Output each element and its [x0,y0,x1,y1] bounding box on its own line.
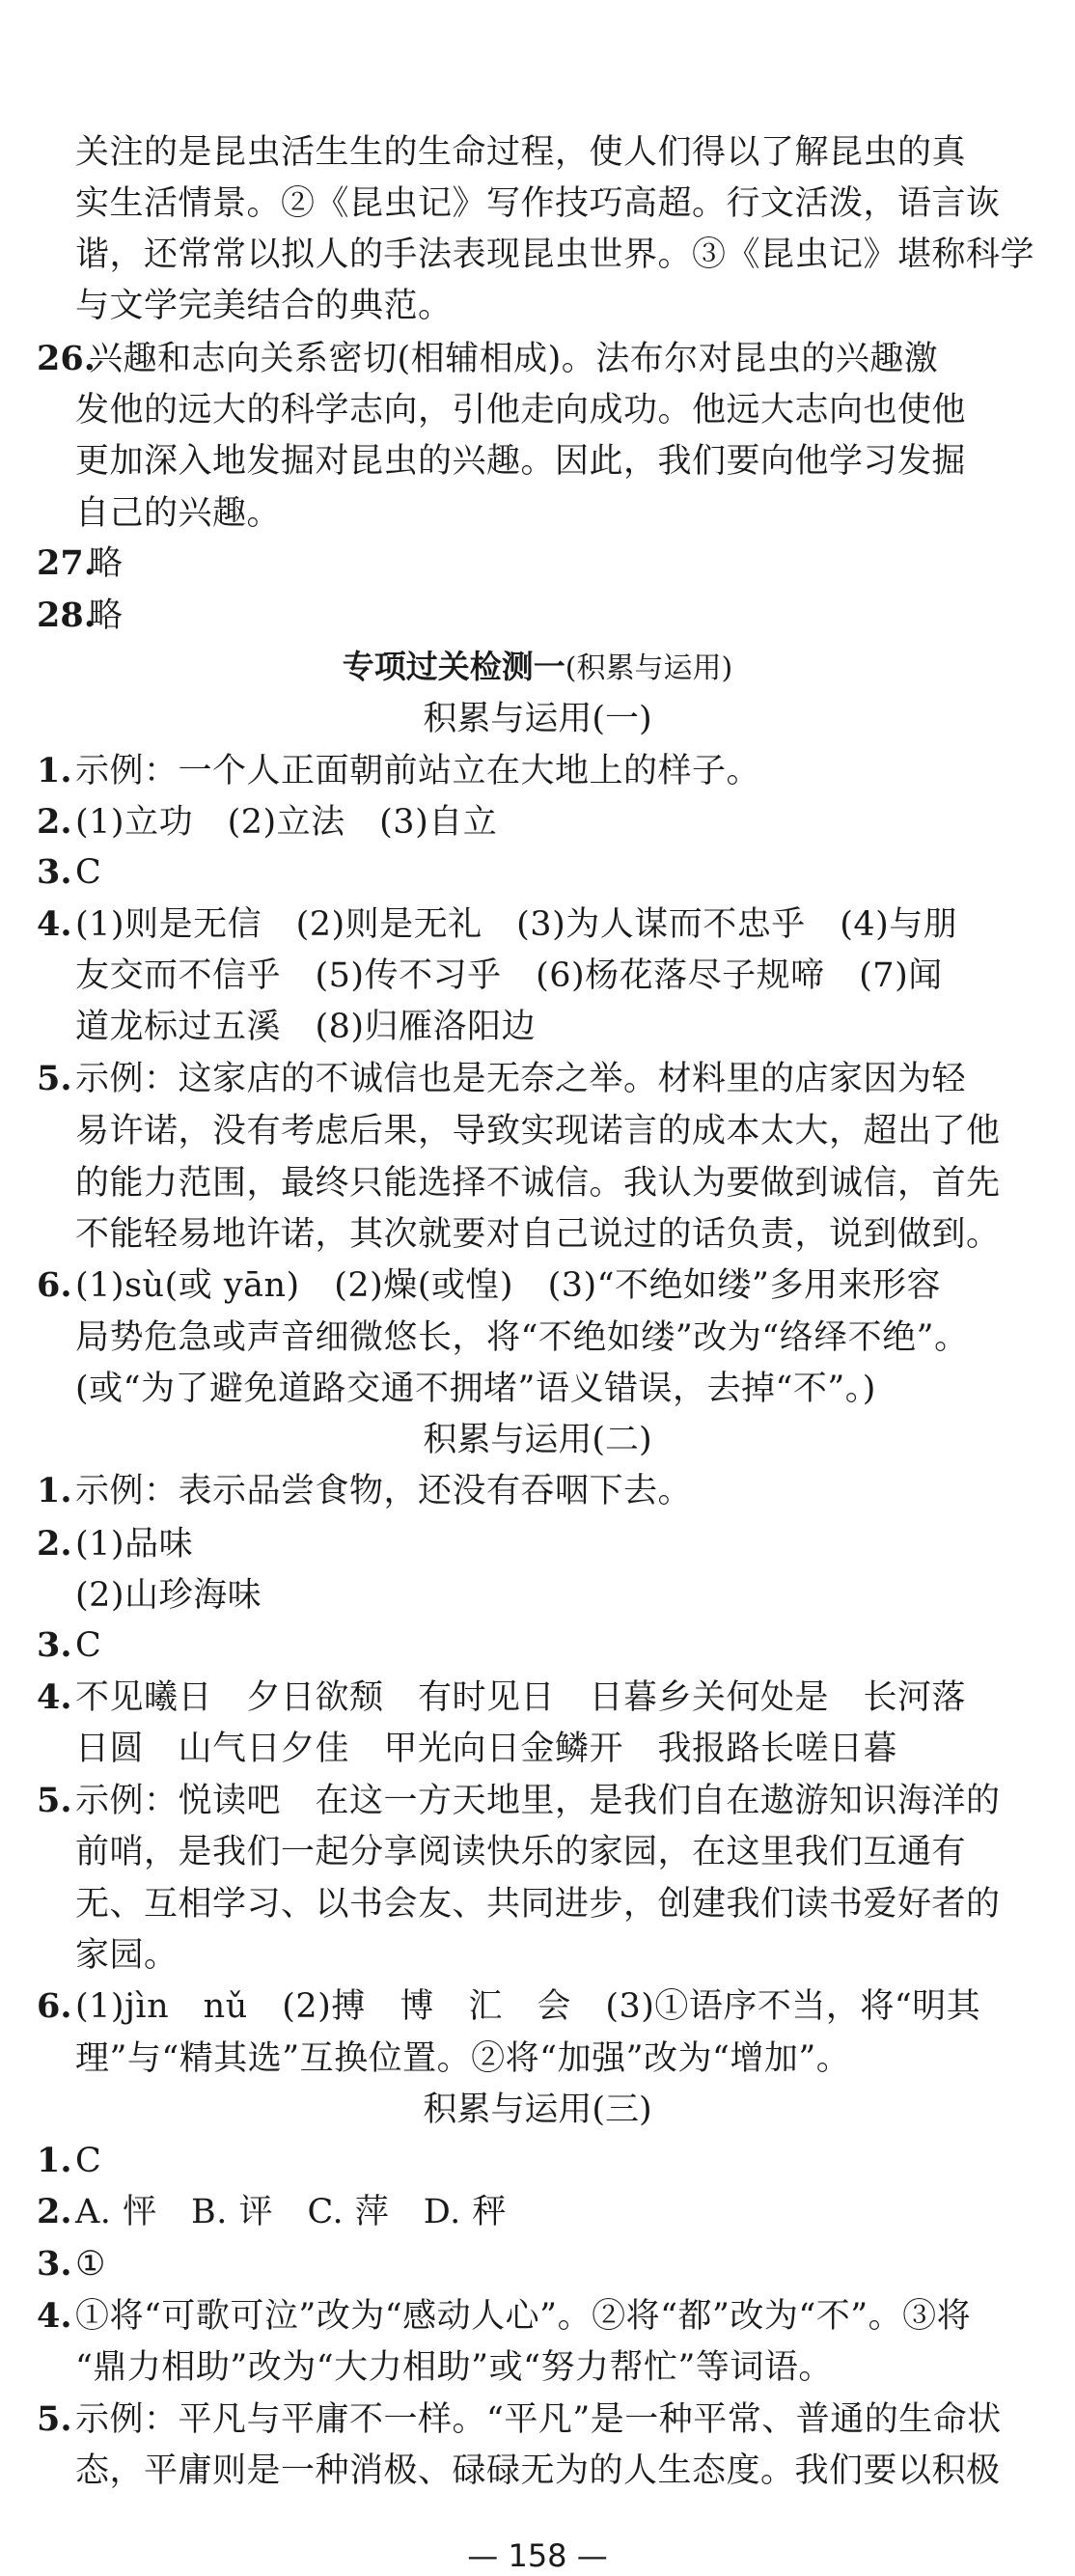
answer-text-line: 兴趣和志向关系密切(相辅相成)。法布尔对昆虫的兴趣激 [89,340,939,378]
question-number: 2. [37,802,72,842]
answer-text-line: (或“为了避免道路交通不拥堵”语义错误，去掉“不”。) [75,1370,876,1408]
answer-text-line: 局势危急或声音细微悠长，将“不绝如缕”改为“络绎不绝”。 [75,1318,969,1357]
question-number: 1. [37,2141,72,2180]
question-number: 4. [37,1677,72,1717]
question-number: 3. [37,2244,72,2284]
answer-text-line: 友交而不信乎 (5)传不习乎 (6)杨花落尽子规啼 (7)闻 [75,956,943,995]
answer-text-line: C [75,2142,102,2180]
question-number: 6. [37,1986,72,2026]
question-number: 5. [37,1781,72,1820]
question-number: 26. [37,339,96,378]
question-number: 6. [37,1265,72,1305]
answer-text-line: 发他的远大的科学志向，引他走向成功。他远大志向也使他 [75,391,967,429]
question-number: 1. [37,751,72,790]
answer-text-line: 家园。 [75,1936,179,1975]
answer-text-line: ①将“可歌可泣”改为“感动人心”。②将“都”改为“不”。③将 [75,2297,972,2336]
answer-text-line: 略 [89,544,124,583]
answer-text-line: 关注的是昆虫活生生的生命过程，使人们得以了解昆虫的真 [75,133,967,172]
question-number: 3. [37,1625,72,1665]
answer-text-line: 理”与“精其选”互换位置。②将“加强”改为“增加”。 [75,2039,851,2078]
answer-text-line: 略 [89,596,124,635]
question-number: 3. [37,852,72,892]
answer-text-line: 与文学完美结合的典范。 [75,287,453,325]
answer-text-line: 实生活情景。②《昆虫记》写作技巧高超。行文活泼，语言诙 [75,184,1001,223]
answer-text-line: 前哨，是我们一起分享阅读快乐的家园，在这里我们互通有 [75,1833,967,1871]
answer-text-line: 示例：平凡与平庸不一样。“平凡”是一种平常、普通的生命状 [75,2400,1002,2439]
subsection-heading: 积累与运用(二) [423,1421,652,1459]
answer-text-line: (1)立功 (2)立法 (3)自立 [75,803,498,842]
answer-text-line: 自己的兴趣。 [75,494,282,533]
question-number: 2. [37,1524,72,1564]
question-number: 5. [37,2399,72,2439]
section-heading-main [0,646,1075,690]
answer-text-line: (1)品味 [75,1525,194,1564]
answer-text-line: 示例：表示品尝食物，还没有吞咽下去。 [75,1472,693,1510]
section-heading-title: 专项过关检测一 [342,648,565,685]
section-heading-subtitle: (积累与运用) [565,651,733,685]
question-number: 28. [37,596,96,635]
answer-text-line: 道龙标过五溪 (8)归雁洛阳边 [75,1008,537,1046]
answer-text-line: C [75,1626,102,1665]
answer-text-line: (1)则是无信 (2)则是无礼 (3)为人谋而不忠乎 (4)与朋 [75,905,958,944]
answer-text-line: (2)山珍海味 [75,1576,262,1615]
question-number: 5. [37,1059,72,1098]
answer-text-line: (1)sù(或 yān) (2)燥(或惶) (3)“不绝如缕”多用来形容 [75,1266,941,1305]
answer-text-line: 不见曦日 夕日欲颓 有时见日 日暮乡关何处是 长河落 [75,1678,967,1717]
subsection-heading: 积累与运用(一) [423,700,652,738]
answer-text-line: 日圆 山气日夕佳 甲光向日金鳞开 我报路长嗟日暮 [75,1730,898,1768]
question-number: 1. [37,1471,72,1510]
answer-text-line: 态，平庸则是一种消极、碌碌无为的人生态度。我们要以积极 [75,2451,1001,2490]
answer-text-line: (1)jìn nǔ (2)搏 博 汇 会 (3)①语序不当，将“明其 [75,1987,981,2026]
answer-text-line: C [75,853,102,892]
answer-text-line: 更加深入地发掘对昆虫的兴趣。因此，我们要向他学习发掘 [75,442,967,481]
question-number: 4. [37,904,72,944]
question-number: 2. [37,2192,72,2231]
answer-text-line: “鼎力相助”改为“大力相助”或“努力帮忙”等词语。 [75,2348,833,2387]
answer-text-line: A. 怦 B. 评 C. 萍 D. 秤 [75,2193,507,2231]
answer-text-line: 易许诺，没有考虑后果，导致实现诺言的成本太大，超出了他 [75,1112,1001,1150]
answer-text-line: 示例：这家店的不诚信也是无奈之举。材料里的店家因为轻 [75,1060,967,1098]
page-number: — 158 — [467,2537,608,2574]
answer-text-line: 示例：一个人正面朝前站立在大地上的样子。 [75,752,761,790]
answer-text-line: ① [75,2245,106,2284]
question-number: 4. [37,2296,72,2336]
answer-text-line: 谐，还常常以拟人的手法表现昆虫世界。③《昆虫记》堪称科学 [75,235,1035,274]
answer-text-line: 的能力范围，最终只能选择不诚信。我认为要做到诚信，首先 [75,1164,1001,1203]
answer-text-line: 不能轻易地许诺，其次就要对自己说过的话负责，说到做到。 [75,1215,1001,1254]
answer-text-line: 无、互相学习、以书会友、共同进步，创建我们读书爱好者的 [75,1885,1001,1924]
subsection-heading: 积累与运用(三) [423,2091,652,2129]
answer-text-line: 示例：悦读吧 在这一方天地里，是我们自在遨游知识海洋的 [75,1782,1001,1820]
question-number: 27. [37,543,96,583]
